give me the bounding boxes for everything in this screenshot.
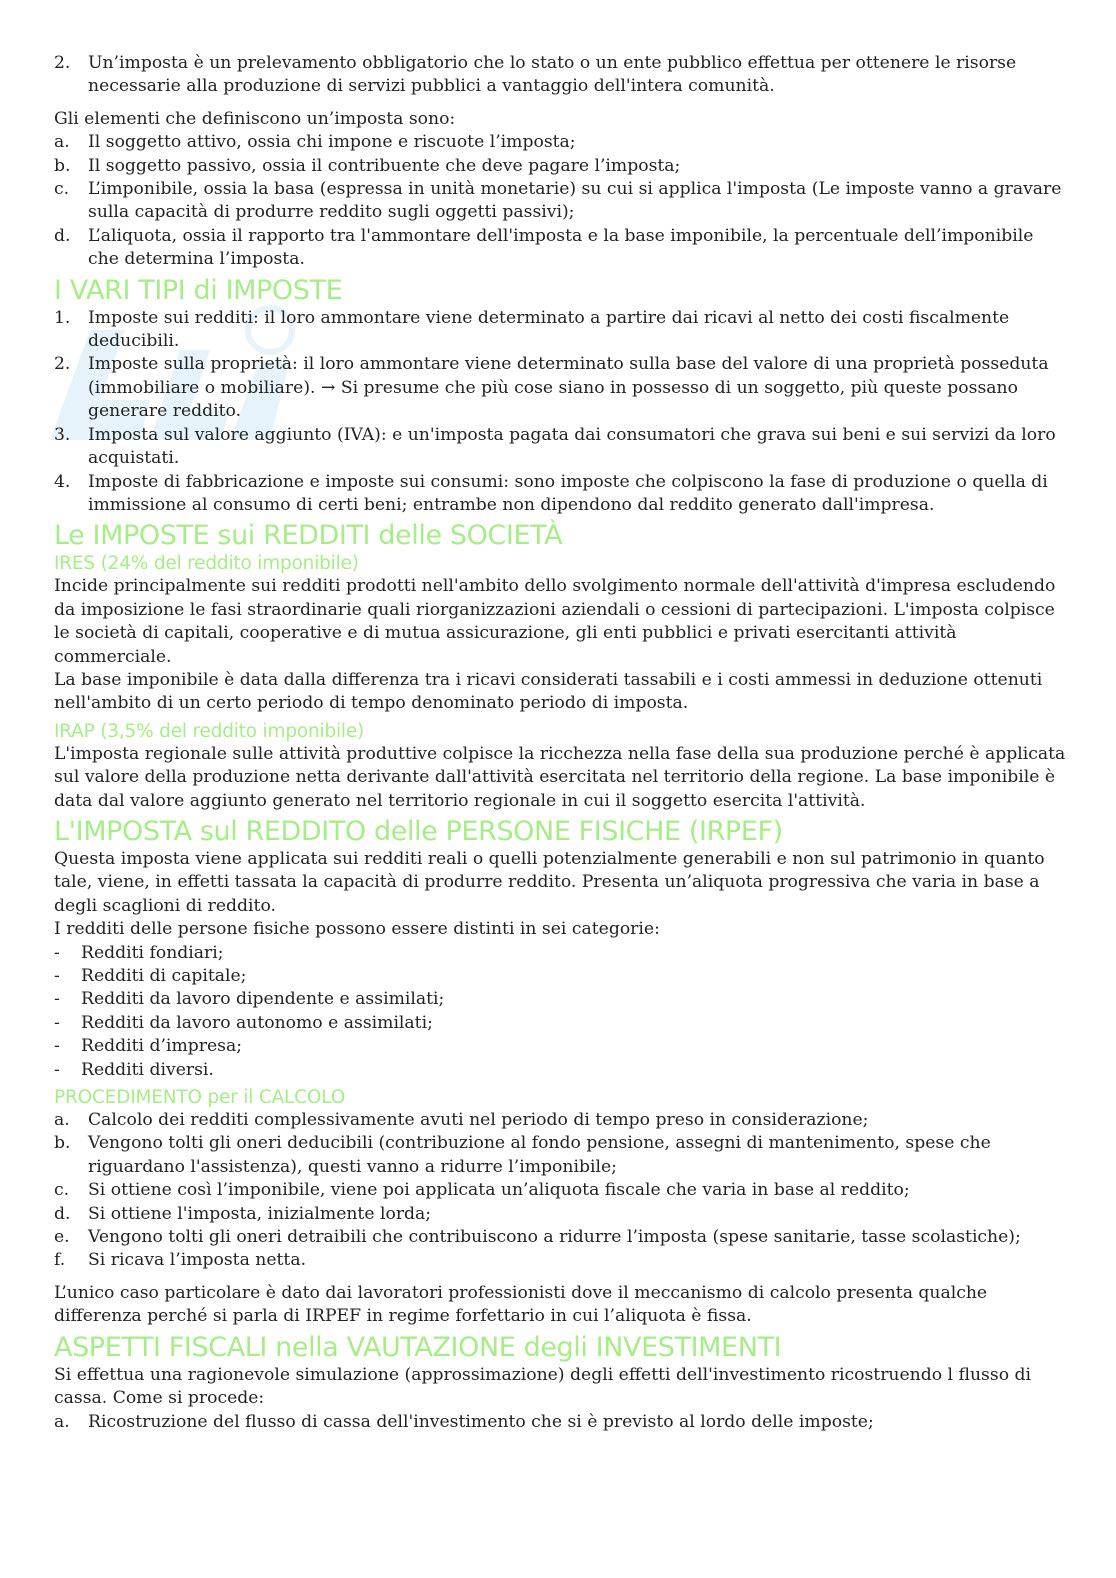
list-item [54, 1012, 1066, 1035]
list-item [54, 1035, 1066, 1058]
list-item-text: L’imponibile, ossia la basa (espressa in unità monetarie) su cui si applica l'imposta (Le imposte vanno a gravare sulla capacità di produrre reddito sugli oggetti passivi); [88, 179, 1062, 223]
heading-tipi-imposte: I VARI TIPI di IMPOSTE [54, 274, 343, 306]
list-item [54, 353, 1066, 423]
list-item-text: Un’imposta è un prelevamento obbligatorio che lo stato o un ente pubblico effettua per ottenere le risorse necessarie alla produzione di servizi pubblici a vantaggio dell'intera comunità. [88, 53, 1017, 97]
list-item [54, 131, 1066, 154]
list-item-text: Vengono tolti gli oneri detraibili che contribuiscono a ridurre l’imposta (spese sanitarie, tasse scolastiche); [88, 1227, 1021, 1248]
list-item [54, 988, 1066, 1011]
list-item [54, 155, 1066, 178]
list-marker: d. [54, 1203, 71, 1224]
list-item [54, 471, 1066, 518]
ires-paragraph: Incide principalmente sui redditi prodotti nell'ambito dello svolgimento normale dell'attività d'impresa escludendo da imposizione le fasi straordinarie quali riorganizzazioni aziendali o cessioni di partecipazioni. L'imposta colpisce le società di capitali, cooperative e di mutua assicurazione, gli enti pubblici e privati esercitanti attività commerciale. [54, 576, 1056, 667]
heading-irap: IRAP (3,5% del reddito imponibile) [54, 720, 365, 742]
list-marker: c. [54, 1180, 70, 1201]
list-item-text: Vengono tolti gli oneri deducibili (contribuzione al fondo pensione, assegni di mantenimento, spese che riguardano l'assistenza), questi vanno a ridurre l’imponibile; [88, 1133, 991, 1177]
list-marker: b. [54, 1133, 71, 1154]
list-marker: a. [54, 1110, 70, 1131]
irap-paragraph: L'imposta regionale sulle attività produttive colpisce la ricchezza nella fase della sua produzione perché è applicata sul valore della produzione netta derivante dall'attività esercitata nel territorio della regione. La base imponibile è data dal valore aggiunto generato nel territorio regionale in cui il soggetto esercita l'attività. [54, 743, 1066, 811]
ires-paragraph: La base imponibile è data dalla differenza tra i ricavi considerati tassabili e i costi ammessi in deduzione ottenuti nell'ambito di un certo periodo di tempo denominato periodo di imposta. [54, 669, 1043, 714]
list-marker: - [54, 942, 60, 963]
list-item [54, 1109, 1066, 1132]
list-marker: e. [54, 1227, 70, 1248]
list-marker: - [54, 1012, 60, 1033]
list-item [54, 52, 1066, 99]
intro-list [54, 52, 1066, 99]
list-item [54, 1203, 1066, 1226]
list-marker: - [54, 966, 60, 986]
heading-aspetti-fiscali: ASPETTI FISCALI nella VAUTAZIONE degli INVESTIMENTI [54, 1331, 782, 1363]
list-item [54, 307, 1066, 354]
list-item [54, 1059, 1066, 1082]
list-item-text: Si ottiene l'imposta, inizialmente lorda; [88, 1203, 432, 1224]
list-item-text: Ricostruzione del flusso di cassa dell'investimento che si è previsto al lordo delle imposte; [88, 1411, 874, 1432]
heading-ires: IRES (24% del reddito imponibile) [54, 553, 359, 575]
list-item [54, 424, 1066, 471]
list-item-text: Redditi fondiari; [81, 942, 224, 963]
list-marker: a. [54, 132, 70, 153]
list-marker: - [54, 1059, 60, 1080]
list-item-text: Redditi d’impresa; [81, 1036, 242, 1057]
document-body [54, 52, 1066, 1434]
investimenti-paragraph: Si effettua una ragionevole simulazione (approssimazione) degli effetti dell'investimento ricostruendo l flusso di cassa. Come si procede: [54, 1364, 1032, 1409]
irpef-note-paragraph: L’unico caso particolare è dato dai lavoratori professionisti dove il meccanismo di calcolo presenta qualche differenza perché si parla di IRPEF in regime forfettario in cui l’aliquota è fissa. [54, 1282, 988, 1327]
list-item [54, 965, 1066, 988]
list-item-text: Si ricava l’imposta netta. [88, 1250, 307, 1271]
list-item-text: Imposte sui redditi: il loro ammontare viene determinato a partire dai ricavi al netto dei costi fiscalmente deducibili. [88, 307, 1010, 352]
list-item [54, 178, 1066, 225]
list-item-text: Redditi da lavoro dipendente e assimilati; [81, 989, 445, 1010]
list-item [54, 942, 1066, 965]
heading-irpef: L'IMPOSTA sul REDDITO delle PERSONE FISICHE (IRPEF) [54, 815, 783, 847]
list-item-text: Si ottiene così l’imponibile, viene poi applicata un’aliquota fiscale che varia in base al reddito; [88, 1180, 910, 1201]
list-marker: d. [54, 225, 71, 246]
calcolo-steps-list [54, 1109, 1066, 1273]
list-item-text: Redditi da lavoro autonomo e assimilati; [81, 1012, 433, 1033]
list-marker: 4. [54, 471, 71, 492]
list-marker: 3. [54, 424, 71, 445]
investimenti-steps-list [54, 1411, 1066, 1434]
list-marker: 2. [54, 53, 71, 73]
list-marker: 2. [54, 354, 71, 375]
list-item [54, 1249, 1066, 1272]
list-marker: c. [54, 179, 70, 200]
irpef-paragraph: I redditi delle persone fisiche possono essere distinti in sei categorie: [54, 919, 660, 940]
list-marker: b. [54, 155, 71, 176]
list-marker: a. [54, 1411, 70, 1432]
list-item [54, 225, 1066, 272]
list-item [54, 1132, 1066, 1179]
list-marker: - [54, 1036, 60, 1057]
list-item-text: Il soggetto attivo, ossia chi impone e riscuote l’imposta; [88, 132, 576, 153]
redditi-categories-list [54, 942, 1066, 1082]
list-marker: - [54, 989, 60, 1010]
list-item [54, 1179, 1066, 1202]
list-item [54, 1226, 1066, 1249]
list-item-text: Il soggetto passivo, ossia il contribuente che deve pagare l’imposta; [88, 155, 681, 176]
heading-imposte-societa: Le IMPOSTE sui REDDITI delle SOCIETÀ [54, 520, 563, 552]
list-item [54, 1411, 1066, 1434]
elements-intro: Gli elementi che definiscono un’imposta sono: [54, 108, 456, 129]
list-item-text: Redditi diversi. [81, 1059, 214, 1080]
list-item-text: Imposte di fabbricazione e imposte sui consumi: sono imposte che colpiscono la fase di produzione o quella di immissione al consumo di certi beni; entrambe non dipendono dal reddito generato dall'impresa. [88, 471, 1048, 515]
elements-list [54, 131, 1066, 271]
list-marker: f. [54, 1250, 66, 1271]
list-item-text: Calcolo dei redditi complessivamente avuti nel periodo di tempo preso in considerazione; [88, 1110, 869, 1131]
heading-procedimento-calcolo: PROCEDIMENTO per il CALCOLO [54, 1087, 346, 1109]
list-item-text: Imposta sul valore aggiunto (IVA): e un'imposta pagata dai consumatori che grava sui beni e sui servizi da loro acquistati. [88, 424, 1056, 469]
list-item-text: Redditi di capitale; [81, 966, 247, 986]
irpef-paragraph: Questa imposta viene applicata sui redditi reali o quelli potenzialmente generabili e non sul patrimonio in quanto tale, viene, in effetti tassata la capacità di produrre reddito. Presenta un’aliquota progressiva che varia in base a degli scaglioni di reddito. [54, 848, 1045, 916]
list-item-text: L’aliquota, ossia il rapporto tra l'ammontare dell'imposta e la base imponibile, la percentuale dell’imponibile che determina l’imposta. [88, 225, 1034, 270]
tipi-list [54, 307, 1066, 518]
list-item-text: Imposte sulla proprietà: il loro ammontare viene determinato sulla base del valore di una proprietà posseduta (immobiliare o mobiliare). → Si presume che più cose siano in possesso di un soggetto, più queste possano generare reddito. [88, 354, 1049, 422]
list-marker: 1. [54, 307, 71, 328]
